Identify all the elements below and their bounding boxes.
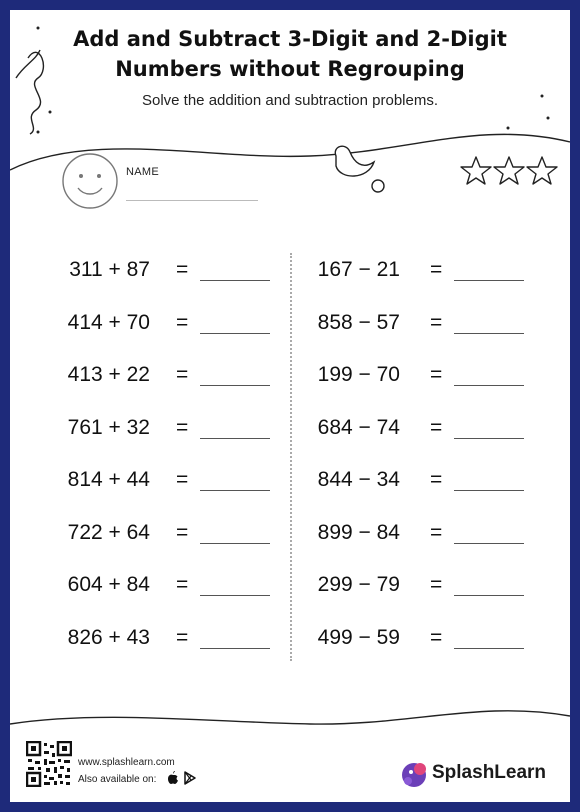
problem-expression: 722 + 64 [67,520,150,544]
problem-expression: 814 + 44 [67,468,150,491]
ring-decoration [372,180,384,192]
equals-sign: = [430,520,443,544]
splashlearn-logo-icon [400,760,430,790]
problem-row [10,623,570,653]
problem-expression: 858 − 57 [317,310,400,334]
equals-sign: = [430,468,443,491]
problem-expression: 684 − 74 [317,415,400,439]
equals-sign: = [176,573,189,596]
problem-row [10,413,570,443]
equals-sign: = [176,625,189,649]
answer-blank[interactable] [454,385,524,386]
problem-expression: 604 + 84 [67,573,150,596]
title-line-2: Numbers without Regrouping [115,57,465,81]
app-store-icons [167,771,199,785]
equals-sign: = [430,258,443,281]
equals-sign: = [176,415,189,439]
answer-blank[interactable] [454,648,524,649]
problem-expression: 199 − 70 [317,363,400,386]
problem-row [10,465,570,495]
problem-expression: 844 − 34 [317,468,400,491]
equals-sign: = [176,468,189,491]
rating-stars-icon [461,157,557,184]
problem-row [10,360,570,390]
problem-expression: 167 − 21 [317,258,400,281]
problem-row [10,570,570,600]
equals-sign: = [176,363,189,386]
bottom-wave-line [10,711,570,724]
answer-blank[interactable] [454,490,524,491]
apple-icon[interactable] [168,771,178,784]
title-line-1: Add and Subtract 3-Digit and 2-Digit [73,27,507,51]
problem-expression: 311 + 87 [69,258,150,281]
name-label: NAME [126,166,159,178]
name-field-line[interactable] [126,200,258,201]
problem-row [10,308,570,338]
answer-blank[interactable] [454,333,524,334]
answer-blank[interactable] [454,543,524,544]
worksheet-page [10,10,570,802]
problem-expression: 499 − 59 [317,625,400,649]
problem-expression: 414 + 70 [67,310,150,334]
problem-expression: 761 + 32 [67,415,150,439]
brand-name: SplashLearn [432,762,547,783]
equals-sign: = [430,363,443,386]
answer-blank[interactable] [454,595,524,596]
smiley-avatar-icon [63,154,117,208]
qr-code-icon [26,741,72,787]
problem-row [10,255,570,285]
equals-sign: = [176,258,189,281]
equals-sign: = [430,415,443,439]
problem-expression: 413 + 22 [67,363,150,386]
worksheet-title [10,24,570,84]
answer-blank[interactable] [454,438,524,439]
problem-expression: 826 + 43 [67,625,150,649]
equals-sign: = [430,625,443,649]
instructions-text: Solve the addition and subtraction problems. [141,92,438,109]
equals-sign: = [176,310,189,334]
problem-expression: 299 − 79 [317,573,400,596]
problem-row [10,518,570,548]
answer-blank[interactable] [454,280,524,281]
google-play-icon[interactable] [185,772,195,784]
available-on-label: Also available on: [78,774,157,785]
equals-sign: = [430,310,443,334]
equals-sign: = [176,520,189,544]
equals-sign: = [430,573,443,596]
problem-expression: 899 − 84 [317,520,400,544]
website-url[interactable]: www.splashlearn.com [78,757,175,768]
